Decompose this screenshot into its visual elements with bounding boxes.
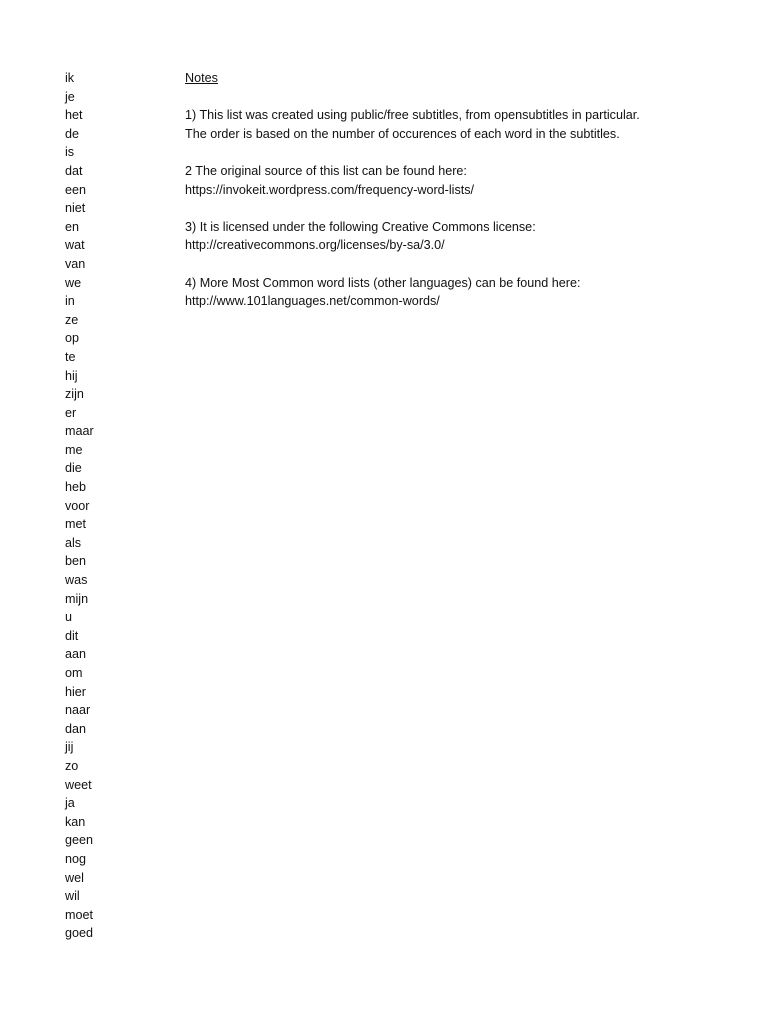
notes-title: Notes bbox=[185, 71, 218, 85]
note-1-line-1: 1) This list was created using public/free subtitles, from opensubtitles in particular. bbox=[185, 108, 640, 123]
spacer bbox=[185, 255, 755, 274]
word-list-item: hier bbox=[65, 684, 86, 699]
note-1-line-2: The order is based on the number of occurences of each word in the subtitles. bbox=[185, 126, 620, 141]
word-list-item: dat bbox=[65, 163, 83, 178]
word-list-item: me bbox=[65, 442, 83, 457]
notes-section bbox=[185, 69, 755, 311]
word-list-item: geen bbox=[65, 833, 94, 848]
word-list-item: met bbox=[65, 517, 86, 532]
word-list-item: we bbox=[65, 275, 82, 290]
word-list-item: een bbox=[65, 182, 87, 197]
note-3-line-1: 3) It is licensed under the following Creative Commons license: bbox=[185, 219, 536, 234]
word-list-item: dit bbox=[65, 628, 79, 643]
word-list-item: ik bbox=[65, 71, 75, 85]
word-list-item: voor bbox=[65, 498, 90, 513]
word-list-item: wil bbox=[65, 889, 80, 904]
note-2-link[interactable]: https://invokeit.wordpress.com/frequency-word-lists/ bbox=[185, 182, 475, 197]
word-list-item: is bbox=[65, 145, 75, 160]
word-list-item: zijn bbox=[65, 387, 84, 402]
note-2-line-1: 2 The original source of this list can be found here: bbox=[185, 163, 467, 178]
spacer bbox=[185, 88, 755, 107]
word-list-item: kan bbox=[65, 814, 86, 829]
word-list-item: goed bbox=[65, 926, 94, 941]
word-list-item: wat bbox=[65, 238, 85, 253]
word-list-item: dan bbox=[65, 721, 87, 736]
word-list-item: nog bbox=[65, 851, 87, 866]
word-list-item: er bbox=[65, 405, 77, 420]
word-list-item: zo bbox=[65, 758, 79, 773]
word-list-item: mijn bbox=[65, 591, 89, 606]
word-list-item: u bbox=[65, 610, 73, 625]
word-list-item: was bbox=[65, 573, 88, 588]
word-list-item: van bbox=[65, 256, 86, 271]
word-list-item: om bbox=[65, 666, 83, 680]
word-list-item: weet bbox=[65, 777, 92, 792]
word-list-item: aan bbox=[65, 647, 87, 662]
word-list-item: wel bbox=[65, 870, 84, 885]
word-list-item: jij bbox=[65, 740, 74, 755]
word-list-item: ze bbox=[65, 312, 79, 327]
word-list-item: die bbox=[65, 461, 82, 476]
word-list-item: moet bbox=[65, 907, 93, 922]
word-list-item: heb bbox=[65, 480, 87, 495]
note-3-link[interactable]: http://creativecommons.org/licenses/by-sa/3.0/ bbox=[185, 238, 445, 253]
word-list-item: je bbox=[65, 89, 75, 104]
word-list-item: als bbox=[65, 535, 82, 550]
word-list-item: op bbox=[65, 331, 80, 346]
spacer bbox=[185, 143, 755, 162]
word-list-item: in bbox=[65, 294, 75, 309]
word-list-item: niet bbox=[65, 201, 86, 216]
word-list-item: te bbox=[65, 349, 76, 364]
word-list bbox=[65, 69, 94, 943]
word-list-item: en bbox=[65, 219, 80, 234]
word-list-item: maar bbox=[65, 424, 94, 439]
word-list-item: ben bbox=[65, 554, 87, 569]
word-list-item: hij bbox=[65, 368, 78, 383]
note-4-line-1: 4) More Most Common word lists (other languages) can be found here: bbox=[185, 275, 581, 290]
note-4-link[interactable]: http://www.101languages.net/common-words/ bbox=[185, 294, 440, 309]
word-list-item: het bbox=[65, 108, 83, 123]
spacer bbox=[185, 199, 755, 218]
word-list-item: ja bbox=[65, 796, 75, 811]
word-list-item: de bbox=[65, 126, 80, 141]
word-list-item: naar bbox=[65, 703, 91, 718]
